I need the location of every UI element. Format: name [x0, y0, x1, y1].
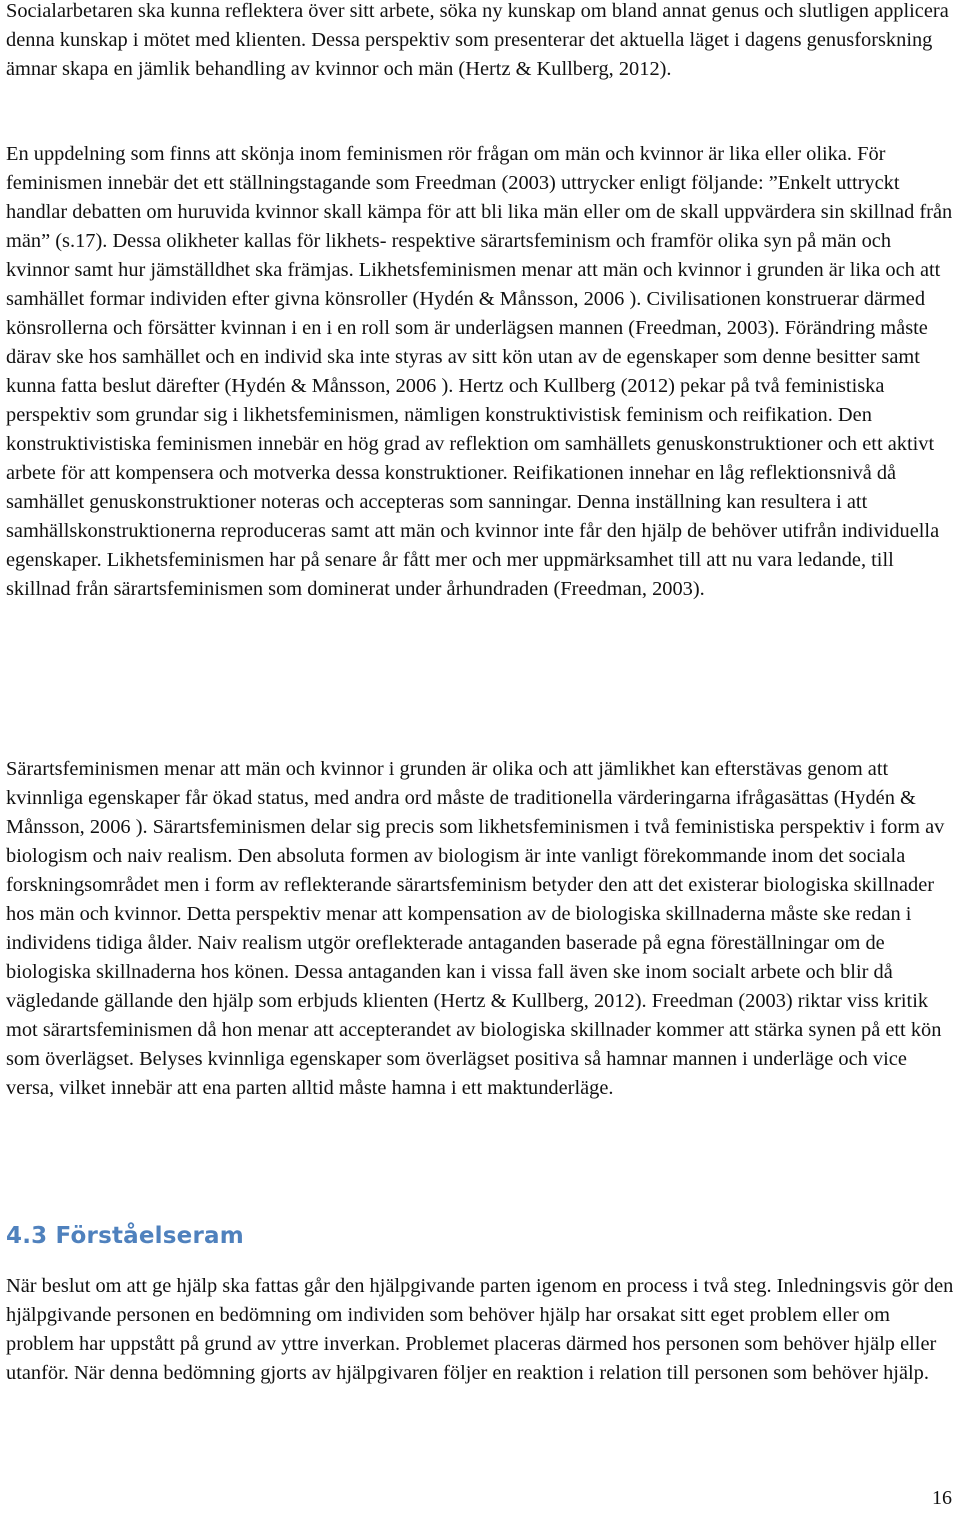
paragraph-socialarbetaren: Socialarbetaren ska kunna reflektera över sitt arbete, söka ny kunskap om bland annat genus och slutligen applicera denna kunskap i mötet med klienten. Dessa perspektiv som presenterar det aktuella läget i dagens genusforskning ämnar skapa en jämlik behandling av kvinnor och män (Hertz & Kullberg, 2012).: [6, 0, 949, 80]
section-heading: 4.3 Förståelseram: [6, 1223, 244, 1249]
paragraph-likhetsfeminism: En uppdelning som finns att skönja inom feminismen rör frågan om män och kvinnor är lika eller olika. För feminismen innebär det ett ställningstagande som Freedman (2003) uttrycker enligt följande: ”Enkelt uttryckt handlar debatten om huruvida kvinnor skall kämpa för att bli lika män eller om de skall uppvärdera sin skillnad från män” (s.17). Dessa olikheter kallas för likhets- respektive särartsfeminism och framför olika syn på män och kvinnor samt hur jämställdhet ska främjas. Likhetsfeminismen menar att män och kvinnor i grunden är lika och att samhället formar individen efter givna könsroller (Hydén & Månsson, 2006 ). Civilisationen konstruerar därmed könsrollerna och försätter kvinnan i en i en roll som är underlägsen mannen (Freedman, 2003). Förändring måste därav ske hos samhället och en individ ska inte styras av sitt kön utan av de egenskaper som denne besitter samt kunna fatta beslut därefter (Hydén & Månsson, 2006 ). Hertz och Kullberg (2012) pekar på två feministiska perspektiv som grundar sig i likhetsfeminismen, nämligen konstruktivistisk feminism och reifikation. Den konstruktivistiska feminismen innebär en hög grad av reflektion om samhällets genuskonstruktioner och ett aktivt arbete för att kompensera och motverka dessa konstruktioner. Reifikationen innehar en låg reflektionsnivå då samhället genuskonstruktioner noteras och accepteras som sanningar. Denna inställning kan resultera i att samhällskonstruktionerna reproduceras samt att män och kvinnor inte får den hjälp de behöver utifrån individuella egenskaper. Likhetsfeminismen har på senare år fått mer och mer uppmärksamhet till att nu vara ledande, till skillnad från särartsfeminismen som dominerat under århundraden (Freedman, 2003).: [6, 143, 953, 600]
paragraph-forstaelseram: När beslut om att ge hjälp ska fattas går den hjälpgivande parten igenom en process i två steg. Inledningsvis gör den hjälpgivande personen en bedömning om individen som behöver hjälp har orsakat sitt eget problem eller om problem har uppstått på grund av yttre inverkan. Problemet placeras därmed hos personen som behöver hjälp eller utanför. När denna bedömning gjorts av hjälpgivaren följer en reaktion i relation till personen som behöver hjälp.: [6, 1275, 954, 1384]
paragraph-sarartsfeminism: Särartsfeminismen menar att män och kvinnor i grunden är olika och att jämlikhet kan efterstävas genom att kvinnliga egenskaper får ökad status, med andra ord måste de traditionella värderingarna ifrågasättas (Hydén & Månsson, 2006 ). Särartsfeminismen delar sig precis som likhetsfeminismen i två feministiska perspektiv i form av biologism och naiv realism. Den absoluta formen av biologism är inte vanligt förekommande inom det sociala forskningsområdet men i form av reflekterande särartsfeminism betyder den att det existerar biologiska skillnader hos män och kvinnor. Detta perspektiv menar att kompensation av de biologiska skillnaderna måste ske redan i individens tidiga ålder. Naiv realism utgör oreflekterade antaganden baserade på egna föreställningar om de biologiska skillnaderna hos könen. Dessa antaganden kan i vissa fall även ske inom socialt arbete och blir då vägledande gällande den hjälp som erbjuds klienten (Hertz & Kullberg, 2012). Freedman (2003) riktar viss kritik mot särartsfeminismen då hon menar att accepterandet av biologiska skillnader kommer att stärka synen på ett kön som överlägset. Belyses kvinnliga egenskaper som överlägset positiva så hamnar mannen i underläge och vice versa, vilket innebär att ena parten alltid måste hamna i ett maktunderläge.: [6, 758, 945, 1099]
page-number: 16: [932, 1487, 952, 1509]
